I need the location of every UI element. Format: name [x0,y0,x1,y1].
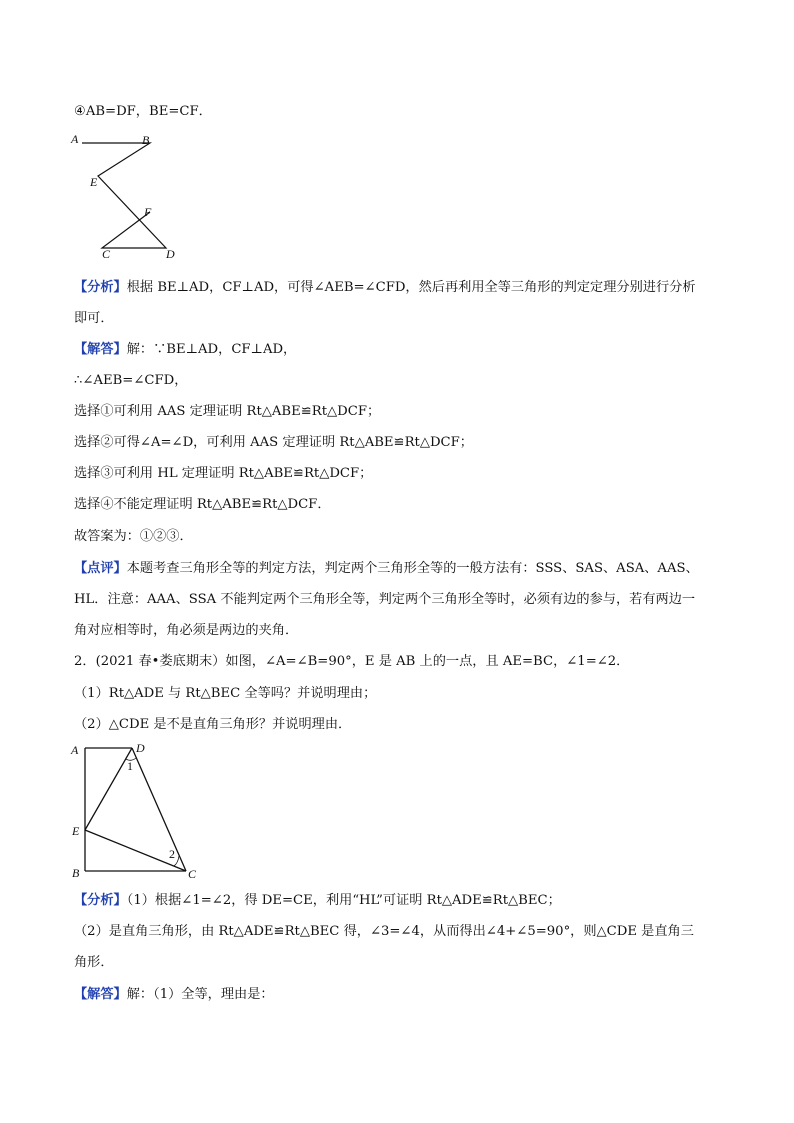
text-line: ∴∠AEB=∠CFD， [74,373,188,388]
text-line: （1）Rt△ADE 与 Rt△BEC 全等吗？并说明理由； [74,686,377,701]
label-f: F [144,205,152,219]
answer-line: 【解答】解：∵BE⊥AD，CF⊥AD， [74,342,297,357]
answer-line: 【解答】解：（1）全等，理由是： [74,987,274,1002]
label-c: C [188,867,197,880]
label-a: A [71,132,79,146]
text-line: ④AB=DF，BE=CF． [74,104,212,119]
label-b: B [142,133,150,147]
text-line: （2）△CDE 是不是直角三角形？并说明理由． [74,717,352,732]
text-line: 故答案为：①②③． [74,529,193,544]
figure-2 [68,738,208,880]
analysis-line: 【分析】根据 BE⊥AD，CF⊥AD，可得∠AEB=∠CFD，然后再利用全等三角形的判定定理分别进行分析 [74,280,696,295]
text-line: 选择③可利用 HL 定理证明 Rt△ABE≌Rt△DCF； [74,466,373,481]
text-line: HL．注意：AAA、SSA 不能判定两个三角形全等，判定两个三角形全等时，必须有边的参与，若有两边一 [74,592,696,607]
analysis-line: 【分析】（1）根据∠1=∠2，得 DE=CE，利用“HL”可证明 Rt△ADE≌Rt△BEC； [74,893,561,908]
label-b: B [72,866,80,880]
label-e: E [72,824,80,838]
text-line: 角形． [74,955,114,970]
label-c: C [102,247,111,261]
label-e: E [90,175,98,189]
question-line: 2．(2021 春•娄底期末）如图，∠A=∠B=90°，E 是 AB 上的一点，且 AE=BC，∠1=∠2． [74,654,630,669]
text-line: 选择①可利用 AAS 定理证明 Rt△ABE≌Rt△DCF； [74,404,381,419]
text-line: 即可． [74,311,114,326]
text-line: （2）是直角三角形，由 Rt△ADE≌Rt△BEC 得，∠3=∠4，从而得出∠4+∠5=90°，则△CDE 是直角三 [74,924,694,939]
comment-line: 【点评】本题考查三角形全等的判定方法，判定两个三角形全等的一般方法有：SSS、SAS、ASA、AAS、 [74,561,699,576]
text-line: 角对应相等时，角必须是两边的夹角． [74,623,299,638]
angle-1-label: 1 [127,759,133,773]
text-line: 选择④不能定理证明 Rt△ABE≌Rt△DCF． [74,497,331,512]
text-line: 选择②可得∠A=∠D，可利用 AAS 定理证明 Rt△ABE≌Rt△DCF； [74,435,473,450]
label-d: D [136,741,145,755]
label-a: A [71,743,79,757]
label-d: D [166,247,175,261]
angle-2-label: 2 [169,847,175,861]
figure-1 [68,128,188,264]
